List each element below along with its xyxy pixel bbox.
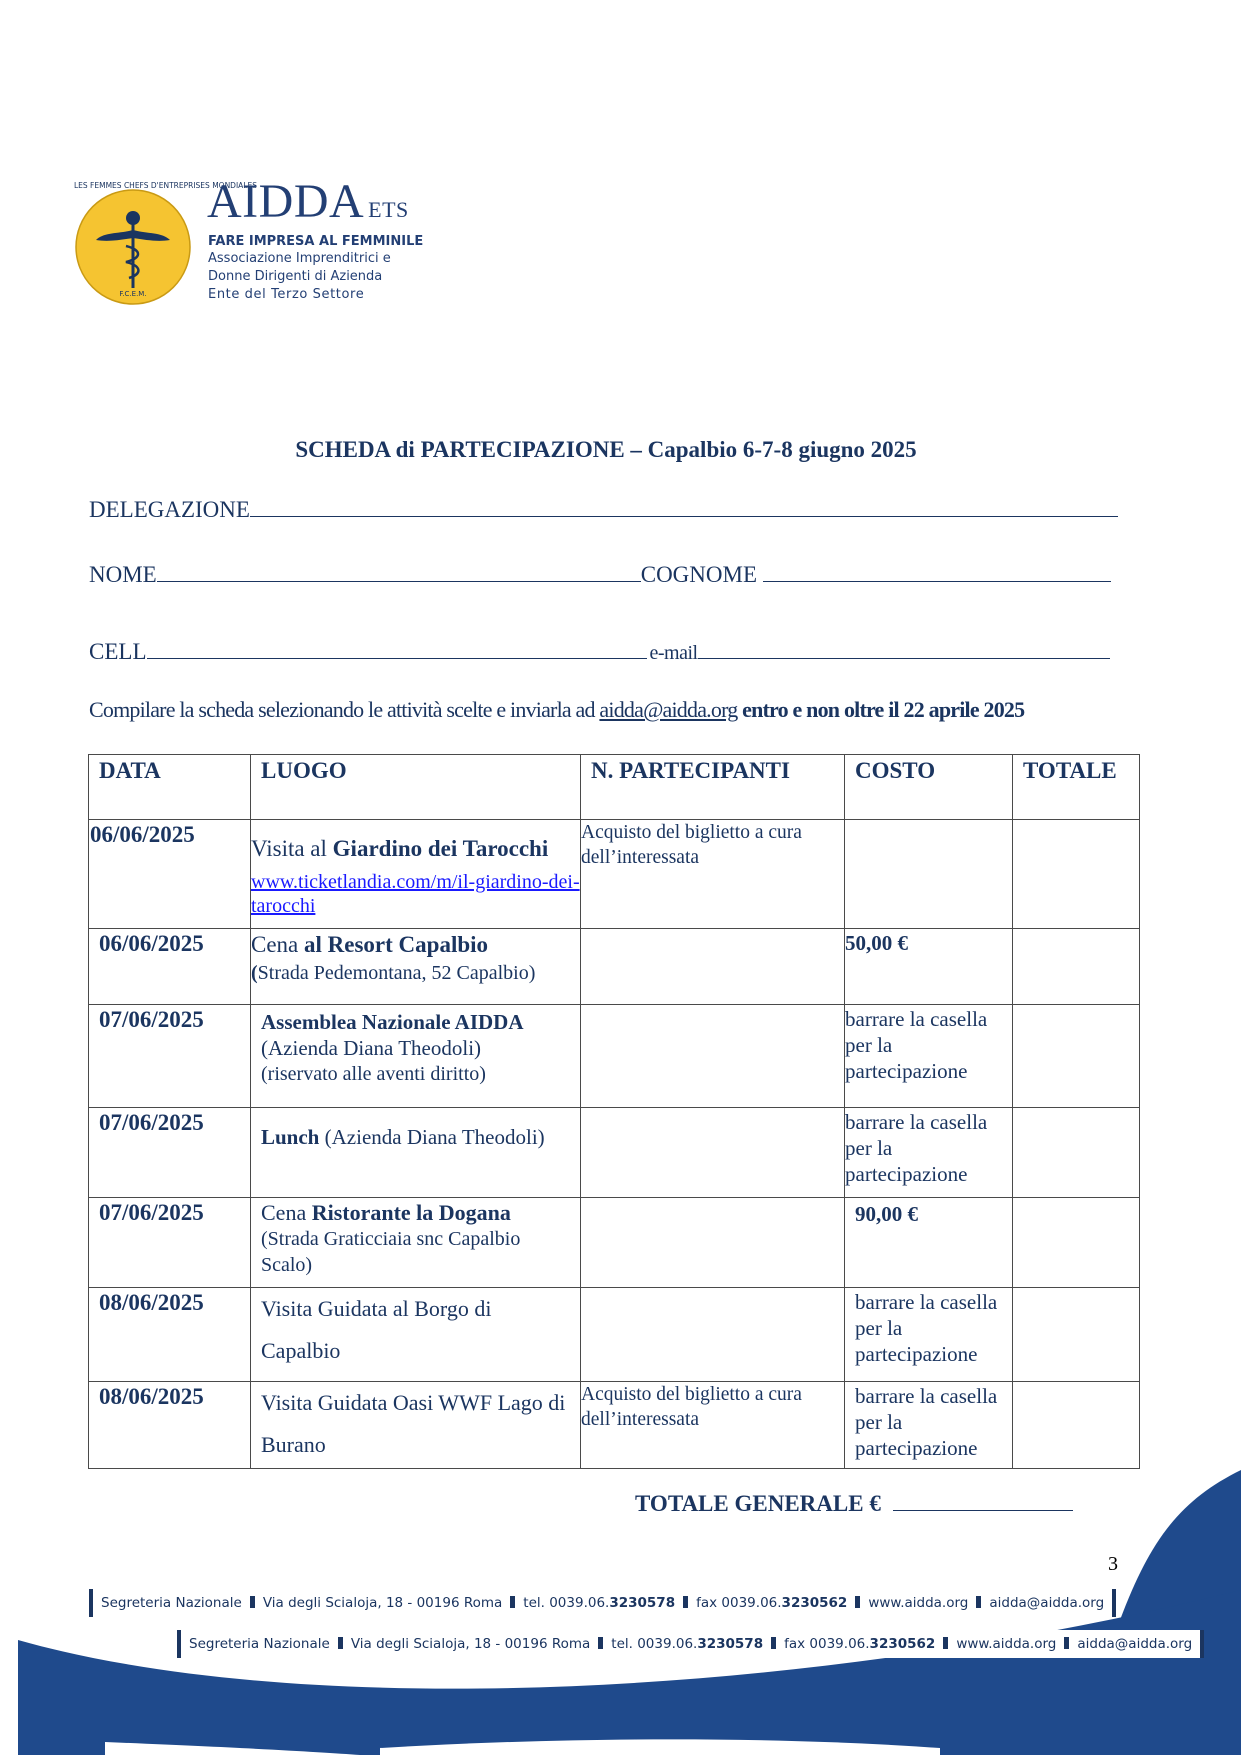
grand-total[interactable]	[635, 1488, 1073, 1517]
contact-email-link[interactable]: aidda@aidda.org	[599, 697, 738, 722]
table-row	[89, 1005, 1140, 1108]
brand-tagline: FARE IMPRESA AL FEMMINILE	[208, 234, 424, 249]
page-number: 3	[1108, 1553, 1118, 1575]
row-total[interactable]	[1013, 820, 1140, 929]
row-date: 08/06/2025	[89, 1382, 251, 1469]
row-total[interactable]	[1013, 1382, 1140, 1469]
deadline-text: entro e non oltre il 22 aprile 2025	[742, 697, 1025, 722]
delegazione-field[interactable]	[89, 490, 1118, 523]
brand-line-3: Donne Dirigenti di Azienda	[208, 269, 383, 284]
aidda-emblem-logo	[74, 181, 257, 306]
instructions-text: Compilare la scheda selezionando le attività scelte e inviarla ad	[89, 697, 595, 722]
row-total[interactable]	[1013, 1005, 1140, 1108]
table-row	[89, 1288, 1140, 1382]
ticket-link[interactable]: www.ticketlandia.com/m/il-giardino-dei-tarocchi	[251, 871, 580, 917]
header-luogo: LUOGO	[251, 755, 581, 820]
page-title: SCHEDA di PARTECIPAZIONE – Capalbio 6-7-8 giugno 2025	[295, 437, 917, 462]
delegazione-label: DELEGAZIONE	[89, 497, 250, 522]
brand-line-4: Ente del Terzo Settore	[208, 287, 365, 302]
row-participants[interactable]	[581, 929, 845, 1005]
row-date: 08/06/2025	[89, 1288, 251, 1382]
row-place: Visita Guidata al Borgo di Capalbio	[251, 1288, 581, 1382]
header-partecipanti: N. PARTECIPANTI	[581, 755, 845, 820]
row-place: Visita al Giardino dei Tarocchi www.ticketlandia.com/m/il-giardino-dei-tarocchi	[251, 820, 581, 929]
activities-table	[88, 754, 1140, 1469]
row-date: 07/06/2025	[89, 1108, 251, 1198]
cell-blank[interactable]	[147, 632, 647, 659]
footer-contact-band: Segreteria Nazionale Via degli Scialoja, 18 - 00196 Roma tel. 0039.06.3230578 fax 0039.06.3230562 www.aidda.org aidda@aidda.org	[89, 1589, 1116, 1617]
header-data: DATA	[89, 755, 251, 820]
row-total[interactable]	[1013, 929, 1140, 1005]
row-participants[interactable]	[581, 1198, 845, 1288]
footer-contact-band-2: Segreteria Nazionale Via degli Scialoja, 18 - 00196 Roma tel. 0039.06.3230578 fax 0039.06.3230562 www.aidda.org aidda@aidda.org	[177, 1630, 1204, 1658]
header-totale: TOTALE	[1013, 755, 1140, 820]
row-date: 06/06/2025	[89, 929, 251, 1005]
row-participants: Acquisto del biglietto a cura dell’interessata	[581, 820, 845, 929]
emblem-text-bottom: F.C.E.M.	[119, 290, 147, 298]
row-cost: 50,00 €	[845, 929, 1013, 1005]
table-row	[89, 929, 1140, 1005]
email-blank[interactable]	[698, 632, 1110, 659]
row-cost: 90,00 €	[845, 1198, 1013, 1288]
row-date: 07/06/2025	[89, 1005, 251, 1108]
row-cost[interactable]: barrare la casella per la partecipazione	[845, 1382, 1013, 1469]
row-total[interactable]	[1013, 1288, 1140, 1382]
nome-field[interactable]	[89, 555, 1111, 588]
nome-label: NOME	[89, 562, 157, 587]
row-total[interactable]	[1013, 1198, 1140, 1288]
cognome-label: COGNOME	[640, 562, 758, 587]
brand-line-2: Associazione Imprenditrici e	[208, 251, 391, 266]
cell-field[interactable]	[89, 632, 1110, 665]
row-place: Cena al Resort Capalbio (Strada Pedemontana, 52 Capalbio)	[251, 929, 581, 1005]
row-place: Lunch (Azienda Diana Theodoli)	[251, 1108, 581, 1198]
row-participants: Acquisto del biglietto a cura dell’interessata	[581, 1382, 845, 1469]
header-costo: COSTO	[845, 755, 1013, 820]
table-header-row	[89, 755, 1140, 820]
table-row	[89, 820, 1140, 929]
row-participants[interactable]	[581, 1108, 845, 1198]
row-cost	[845, 820, 1013, 929]
email-label: e-mail	[649, 642, 698, 664]
row-cost[interactable]: barrare la casella per la partecipazione	[845, 1288, 1013, 1382]
delegazione-blank[interactable]	[250, 490, 1118, 517]
table-row	[89, 1382, 1140, 1469]
row-cost[interactable]: barrare la casella per la partecipazione	[845, 1005, 1013, 1108]
nome-blank[interactable]	[157, 555, 641, 582]
grand-total-blank[interactable]	[893, 1488, 1073, 1511]
instructions	[89, 697, 1024, 723]
grand-total-label: TOTALE GENERALE €	[635, 1491, 881, 1516]
table-row	[89, 1108, 1140, 1198]
row-date: 07/06/2025	[89, 1198, 251, 1288]
brand-suffix: ETS	[368, 197, 409, 222]
row-cost[interactable]: barrare la casella per la partecipazione	[845, 1108, 1013, 1198]
row-total[interactable]	[1013, 1108, 1140, 1198]
row-date: 06/06/2025	[89, 820, 251, 929]
row-place: Cena Ristorante la Dogana (Strada Graticciaia snc Capalbio Scalo)	[251, 1198, 581, 1288]
row-place: Assemblea Nazionale AIDDA (Azienda Diana Theodoli) (riservato alle aventi diritto)	[251, 1005, 581, 1108]
table-row	[89, 1198, 1140, 1288]
cognome-blank[interactable]	[763, 555, 1111, 582]
row-participants[interactable]	[581, 1288, 845, 1382]
emblem-text-top: LES FEMMES CHEFS D'ENTREPRISES MONDIALES	[74, 181, 257, 190]
cell-label: CELL	[89, 639, 147, 664]
row-participants[interactable]	[581, 1005, 845, 1108]
row-place: Visita Guidata Oasi WWF Lago di Burano	[251, 1382, 581, 1469]
brand-name: AIDDA ETS	[207, 175, 409, 228]
